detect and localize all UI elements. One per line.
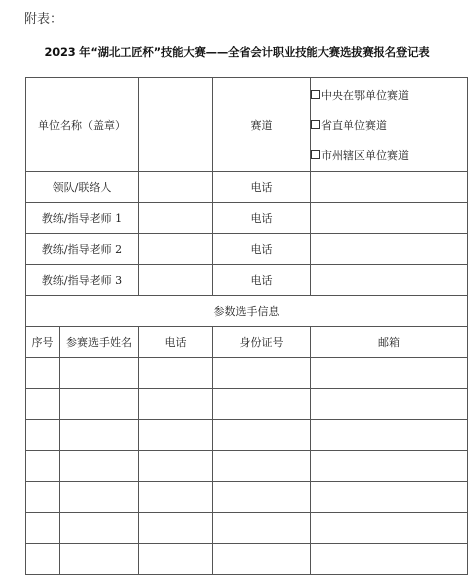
section-header: 参数选手信息 (26, 296, 468, 327)
table-cell[interactable] (311, 358, 468, 389)
table-cell[interactable] (139, 358, 213, 389)
contact-row (26, 234, 468, 265)
column-header: 序号 (26, 327, 60, 358)
contact-name-field[interactable] (139, 265, 213, 296)
table-cell[interactable] (213, 451, 311, 482)
section-header-row (26, 296, 468, 327)
checkbox-icon[interactable] (311, 150, 320, 159)
contact-label: 教练/指导老师 1 (26, 203, 139, 234)
checkbox-icon[interactable] (311, 120, 320, 129)
table-cell[interactable] (60, 544, 139, 575)
table-cell[interactable] (26, 389, 60, 420)
table-row (26, 544, 468, 575)
contact-row (26, 203, 468, 234)
table-row (26, 482, 468, 513)
column-header: 邮箱 (311, 327, 468, 358)
table-cell[interactable] (311, 513, 468, 544)
table-cell[interactable] (311, 389, 468, 420)
track-option-label: 市州辖区单位赛道 (321, 148, 409, 162)
table-cell[interactable] (26, 451, 60, 482)
table-cell[interactable] (26, 513, 60, 544)
unit-name-field[interactable] (139, 78, 213, 172)
phone-field[interactable] (311, 172, 468, 203)
table-cell[interactable] (213, 513, 311, 544)
contact-row (26, 172, 468, 203)
appendix-label: 附表： (24, 12, 64, 27)
phone-field[interactable] (311, 234, 468, 265)
table-cell[interactable] (60, 451, 139, 482)
track-option[interactable] (311, 140, 467, 170)
table-row (26, 358, 468, 389)
contact-label: 教练/指导老师 3 (26, 265, 139, 296)
column-header: 电话 (139, 327, 213, 358)
contact-name-field[interactable] (139, 172, 213, 203)
phone-label: 电话 (213, 265, 311, 296)
table-cell[interactable] (213, 389, 311, 420)
table-cell[interactable] (213, 420, 311, 451)
table-row (26, 451, 468, 482)
column-header: 参赛选手姓名 (60, 327, 139, 358)
table-cell[interactable] (26, 544, 60, 575)
phone-label: 电话 (213, 234, 311, 265)
track-option-label: 省直单位赛道 (321, 118, 387, 132)
table-cell[interactable] (213, 482, 311, 513)
table-cell[interactable] (139, 389, 213, 420)
table-cell[interactable] (60, 482, 139, 513)
registration-form-table (25, 77, 468, 575)
unit-name-label: 单位名称（盖章） (26, 78, 139, 172)
table-cell[interactable] (311, 451, 468, 482)
contact-name-field[interactable] (139, 234, 213, 265)
contact-label: 领队/联络人 (26, 172, 139, 203)
phone-label: 电话 (213, 203, 311, 234)
table-cell[interactable] (60, 358, 139, 389)
table-cell[interactable] (26, 482, 60, 513)
table-row (26, 420, 468, 451)
table-cell[interactable] (213, 544, 311, 575)
table-cell[interactable] (26, 420, 60, 451)
form-title: 2023 年“湖北工匠杯”技能大赛——全省会计职业技能大赛选拔赛报名登记表 (44, 45, 430, 59)
contact-row (26, 265, 468, 296)
track-option-label: 中央在鄂单位赛道 (321, 88, 409, 102)
column-header: 身份证号 (213, 327, 311, 358)
track-label: 赛道 (213, 78, 311, 172)
phone-field[interactable] (311, 203, 468, 234)
phone-field[interactable] (311, 265, 468, 296)
table-cell[interactable] (311, 482, 468, 513)
table-cell[interactable] (139, 544, 213, 575)
track-options (311, 78, 468, 172)
table-cell[interactable] (139, 420, 213, 451)
table-cell[interactable] (60, 420, 139, 451)
table-cell[interactable] (213, 358, 311, 389)
table-cell[interactable] (26, 358, 60, 389)
table-cell[interactable] (311, 420, 468, 451)
table-cell[interactable] (139, 451, 213, 482)
contact-label: 教练/指导老师 2 (26, 234, 139, 265)
table-cell[interactable] (139, 513, 213, 544)
track-option[interactable] (311, 110, 467, 140)
contact-name-field[interactable] (139, 203, 213, 234)
unit-row (26, 78, 468, 172)
table-cell[interactable] (139, 482, 213, 513)
table-cell[interactable] (60, 389, 139, 420)
checkbox-icon[interactable] (311, 90, 320, 99)
track-option[interactable] (311, 80, 467, 110)
table-row (26, 389, 468, 420)
table-cell[interactable] (60, 513, 139, 544)
table-cell[interactable] (311, 544, 468, 575)
table-row (26, 513, 468, 544)
phone-label: 电话 (213, 172, 311, 203)
column-header-row (26, 327, 468, 358)
